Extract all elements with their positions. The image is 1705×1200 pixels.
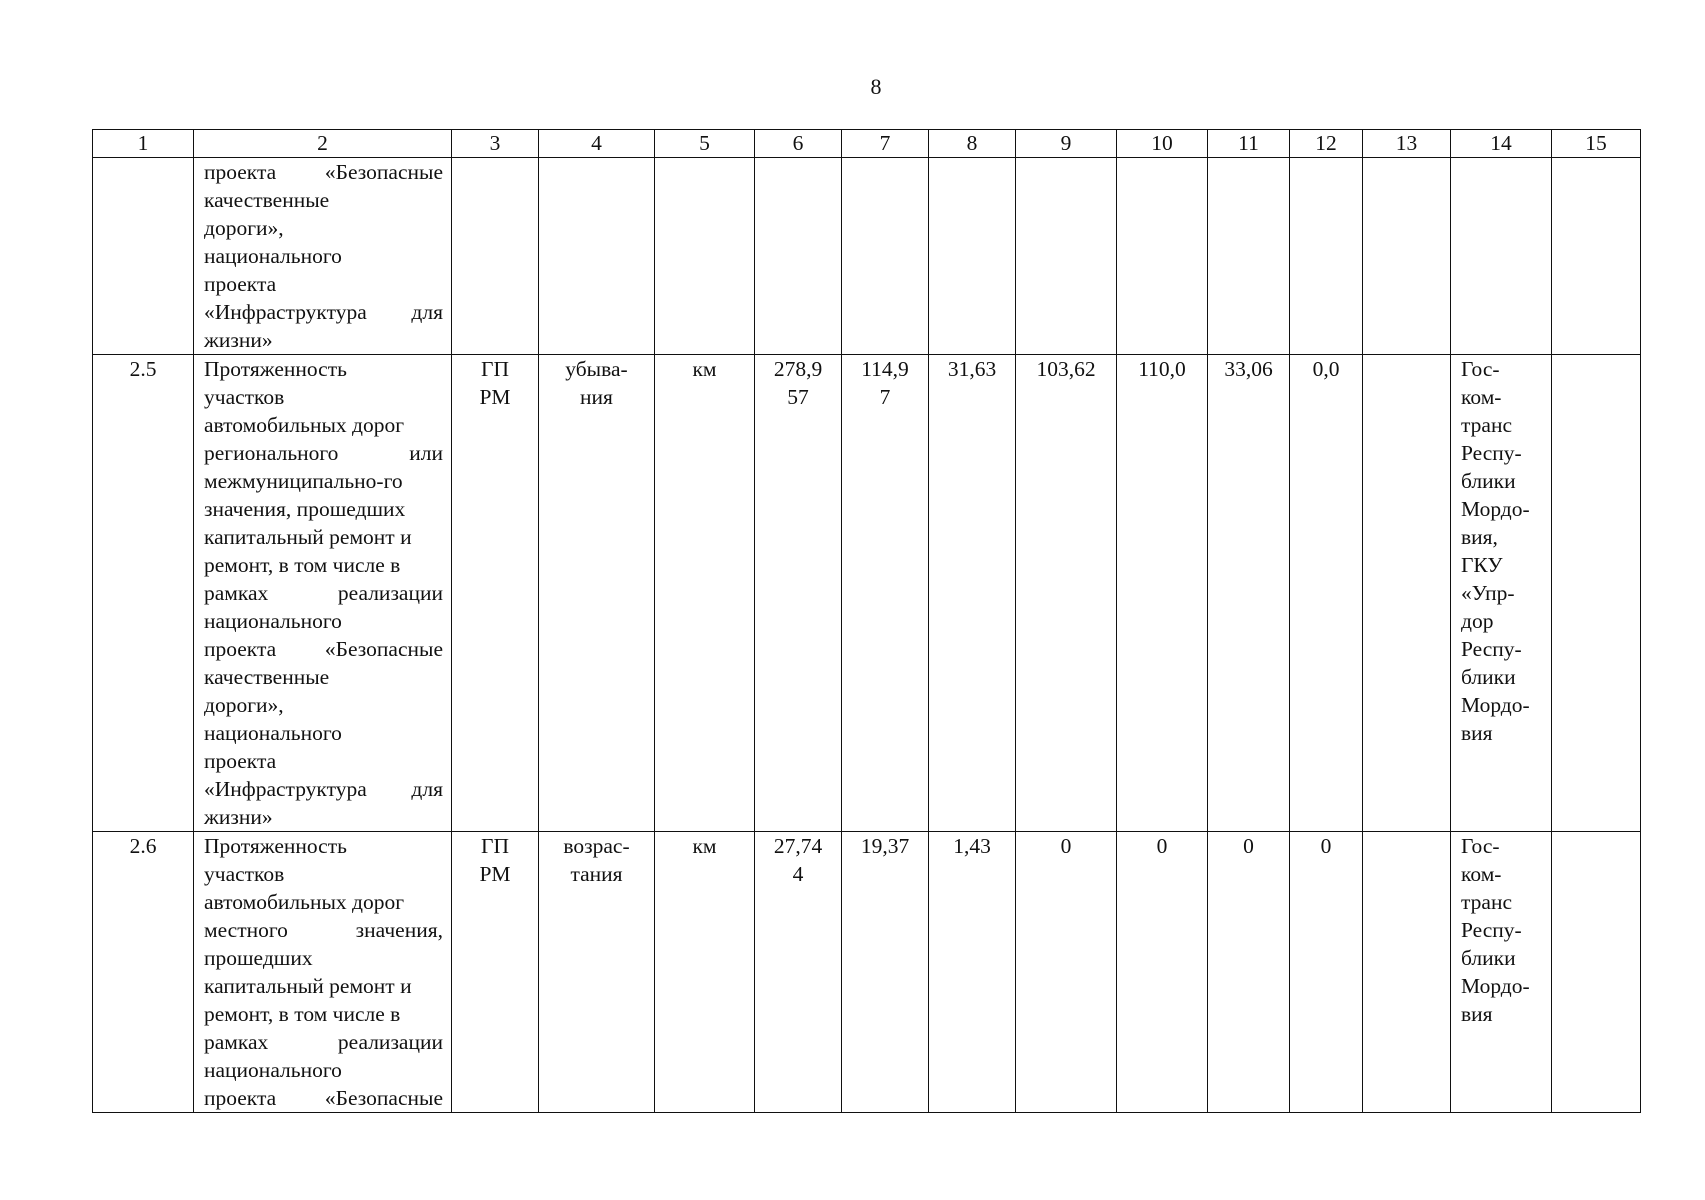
text-line: автомобильных дорог — [204, 413, 405, 437]
value-col9 — [1016, 158, 1117, 355]
text-line: Протяженность — [204, 834, 347, 858]
value-col7 — [842, 355, 929, 832]
text-line: 19,37 — [860, 834, 910, 858]
unit-cell — [655, 158, 755, 355]
text-line: Респу- — [1461, 918, 1522, 942]
text-line: значения, прошедших — [204, 497, 406, 521]
text-line: Мордо- — [1461, 497, 1530, 521]
text-line: «Упр- — [1461, 581, 1515, 605]
text-line: ния — [580, 385, 613, 409]
value-col7 — [842, 832, 929, 1113]
text-line: капитальный ремонт и — [204, 974, 412, 998]
text-line: проекта «Безопасные — [204, 637, 443, 661]
text-line: ком- — [1461, 862, 1502, 886]
text-line: «Инфраструктура для — [204, 300, 443, 324]
responsible-org — [1451, 832, 1552, 1113]
text-line: национального — [204, 244, 342, 268]
text-line: 4 — [792, 862, 804, 886]
table-header-row — [93, 130, 1641, 158]
row-number: 2.6 — [93, 832, 194, 1113]
text-line: ГП — [481, 834, 509, 858]
column-header-8: 8 — [929, 130, 1016, 158]
value-col8 — [929, 158, 1016, 355]
unit-cell: км — [655, 355, 755, 832]
value-col9: 103,62 — [1016, 355, 1117, 832]
text-line: рамках реализации — [204, 581, 443, 605]
trend-cell — [539, 158, 655, 355]
column-header-3: 3 — [452, 130, 539, 158]
text-line: возрас- — [563, 834, 630, 858]
text-line: блики — [1461, 665, 1516, 689]
unit-cell: км — [655, 832, 755, 1113]
column-header-4: 4 — [539, 130, 655, 158]
value-col8: 31,63 — [929, 355, 1016, 832]
text-line: вия — [1461, 1002, 1493, 1026]
column-header-11: 11 — [1208, 130, 1290, 158]
value-col13 — [1363, 832, 1451, 1113]
text-line: Гос- — [1461, 357, 1500, 381]
text-line: дороги», — [204, 216, 284, 240]
column-header-9: 9 — [1016, 130, 1117, 158]
program-cell — [452, 832, 539, 1113]
text-line: проекта «Безопасные — [204, 1086, 443, 1110]
value-col11 — [1208, 158, 1290, 355]
value-col10: 0 — [1117, 832, 1208, 1113]
text-line: ремонт, в том числе в — [204, 1002, 401, 1026]
value-col13 — [1363, 158, 1451, 355]
column-header-14: 14 — [1451, 130, 1552, 158]
column-header-12: 12 — [1290, 130, 1363, 158]
text-line: Мордо- — [1461, 693, 1530, 717]
value-col13 — [1363, 355, 1451, 832]
text-line: национального — [204, 721, 342, 745]
text-line: Протяженность — [204, 357, 347, 381]
text-line: межмуниципально-го — [204, 469, 403, 493]
text-line: ГП — [481, 357, 509, 381]
text-line: проекта — [204, 749, 277, 773]
column-header-6: 6 — [755, 130, 842, 158]
text-line: рамках реализации — [204, 1030, 443, 1054]
column-header-13: 13 — [1363, 130, 1451, 158]
text-line: регионального или — [204, 441, 443, 465]
value-col11: 0 — [1208, 832, 1290, 1113]
value-col6 — [755, 158, 842, 355]
trend-cell — [539, 832, 655, 1113]
text-line: РМ — [479, 862, 511, 886]
text-line: национального — [204, 1058, 342, 1082]
responsible-org — [1451, 355, 1552, 832]
text-line: местного значения, — [204, 918, 443, 942]
indicator-name — [194, 158, 452, 355]
text-line: жизни» — [204, 805, 273, 829]
text-line: блики — [1461, 469, 1516, 493]
text-line: дор — [1461, 609, 1494, 633]
table-row — [93, 355, 1641, 832]
text-line: вия, — [1461, 525, 1498, 549]
row-number — [93, 158, 194, 355]
text-line: Гос- — [1461, 834, 1500, 858]
column-header-5: 5 — [655, 130, 755, 158]
value-col15 — [1552, 158, 1641, 355]
text-line: ремонт, в том числе в — [204, 553, 401, 577]
value-col8: 1,43 — [929, 832, 1016, 1113]
table-row — [93, 158, 1641, 355]
text-line: капитальный ремонт и — [204, 525, 412, 549]
text-line: 27,74 — [773, 834, 823, 858]
text-line: Респу- — [1461, 441, 1522, 465]
text-line: РМ — [479, 385, 511, 409]
value-col15 — [1552, 832, 1641, 1113]
column-header-15: 15 — [1552, 130, 1641, 158]
responsible-org — [1451, 158, 1552, 355]
text-line: транс — [1461, 890, 1512, 914]
table-row — [93, 832, 1641, 1113]
value-col12: 0,0 — [1290, 355, 1363, 832]
text-line: вия — [1461, 721, 1493, 745]
value-col7 — [842, 158, 929, 355]
indicators-table — [92, 129, 1641, 1113]
text-line: транс — [1461, 413, 1512, 437]
text-line: 278,9 — [773, 357, 823, 381]
column-header-7: 7 — [842, 130, 929, 158]
text-line: жизни» — [204, 328, 273, 352]
value-col10: 110,0 — [1117, 355, 1208, 832]
text-line: тания — [570, 862, 623, 886]
value-col10 — [1117, 158, 1208, 355]
column-header-10: 10 — [1117, 130, 1208, 158]
value-col11: 33,06 — [1208, 355, 1290, 832]
text-line: прошедших — [204, 946, 313, 970]
value-col12: 0 — [1290, 832, 1363, 1113]
text-line: 7 — [879, 385, 891, 409]
column-header-1: 1 — [93, 130, 194, 158]
value-col9: 0 — [1016, 832, 1117, 1113]
text-line: «Инфраструктура для — [204, 777, 443, 801]
text-line: проекта — [204, 272, 277, 296]
indicator-name — [194, 355, 452, 832]
trend-cell — [539, 355, 655, 832]
program-cell — [452, 158, 539, 355]
text-line: автомобильных дорог — [204, 890, 405, 914]
text-line: ком- — [1461, 385, 1502, 409]
text-line: Респу- — [1461, 637, 1522, 661]
text-line: блики — [1461, 946, 1516, 970]
text-line: 114,9 — [861, 357, 909, 381]
program-cell — [452, 355, 539, 832]
text-line: дороги», — [204, 693, 284, 717]
text-line: Мордо- — [1461, 974, 1530, 998]
value-col6 — [755, 355, 842, 832]
text-line: качественные — [204, 665, 330, 689]
text-line: участков — [204, 862, 285, 886]
text-line: участков — [204, 385, 285, 409]
value-col12 — [1290, 158, 1363, 355]
text-line: проекта «Безопасные — [204, 160, 443, 184]
row-number: 2.5 — [93, 355, 194, 832]
text-line: национального — [204, 609, 342, 633]
text-line: убыва- — [565, 357, 628, 381]
column-header-2: 2 — [194, 130, 452, 158]
text-line: ГКУ — [1461, 553, 1503, 577]
text-line: качественные — [204, 188, 330, 212]
text-line: 57 — [787, 385, 809, 409]
value-col6 — [755, 832, 842, 1113]
page-number: 8 — [870, 74, 882, 99]
indicator-name — [194, 832, 452, 1113]
value-col15 — [1552, 355, 1641, 832]
